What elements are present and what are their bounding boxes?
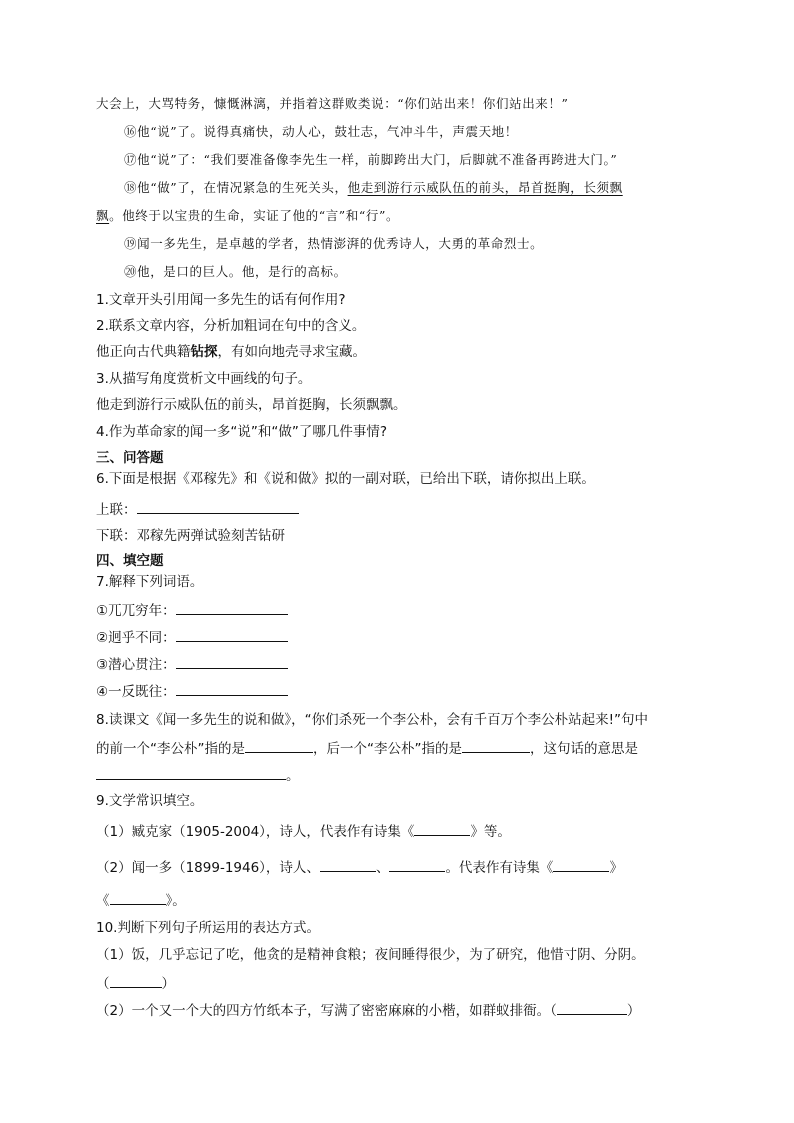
word-item-2 bbox=[96, 626, 288, 648]
answer-blank[interactable] bbox=[553, 856, 609, 872]
answer-blank[interactable] bbox=[414, 820, 470, 836]
word-item-4 bbox=[96, 680, 288, 702]
question-text: 。代表作有诗集《 bbox=[445, 860, 554, 876]
passage-paragraph-16: ⑯他“说”了。说得真痛快，动人心，鼓壮志，气冲斗牛，声震天地！ bbox=[124, 124, 518, 139]
answer-blank[interactable] bbox=[176, 653, 288, 669]
answer-blank[interactable] bbox=[96, 764, 286, 780]
sentence-text: ，有如向地壳寻求宝藏。 bbox=[217, 344, 366, 360]
answer-blank[interactable] bbox=[110, 972, 162, 988]
underlined-sentence: 他走到游行示威队伍的前头，昂首挺胸，长须飘 bbox=[347, 180, 623, 195]
upper-couplet-line bbox=[96, 498, 299, 520]
passage-line: 大会上，大骂特务，慷慨淋漓，并指着这群败类说：“你们站出来！你们站出来！” bbox=[96, 96, 569, 111]
answer-blank[interactable] bbox=[176, 626, 288, 642]
answer-blank[interactable] bbox=[320, 856, 376, 872]
answer-blank[interactable] bbox=[176, 680, 288, 696]
question-8-line-3 bbox=[96, 764, 300, 786]
question-2: 2.联系文章内容，分析加粗词在句中的含义。 bbox=[96, 318, 366, 334]
answer-blank[interactable] bbox=[557, 999, 627, 1015]
answer-blank[interactable] bbox=[245, 737, 313, 753]
section-heading-4: 四、填空题 bbox=[96, 553, 164, 569]
underlined-sentence-end: 飘 bbox=[96, 208, 110, 223]
question-text: ，后一个“李公朴”指的是 bbox=[313, 741, 462, 757]
sentence-text: 他正向古代典籍 bbox=[96, 344, 191, 360]
question-6: 6.下面是根据《邓稼先》和《说和做》拟的一副对联，已给出下联，请你拟出上联。 bbox=[96, 471, 595, 487]
word-label: ①兀兀穷年： bbox=[96, 603, 176, 619]
question-10-1: （1）饭，几乎忘记了吃，他贪的是精神食粮；夜间睡得很少，为了研究，他惜寸阴、分阴。 bbox=[96, 947, 645, 963]
passage-paragraph-20: ⑳他，是口的巨人。他，是行的高标。 bbox=[124, 264, 347, 279]
question-text: （2）一个又一个大的四方竹纸本子，写满了密密麻麻的小楷，如群蚁排衙。（ bbox=[96, 1003, 557, 1019]
question-3: 3.从描写角度赏析文中画线的句子。 bbox=[96, 371, 312, 387]
question-10: 10.判断下列句子所运用的表达方式。 bbox=[96, 920, 320, 936]
question-3-sentence: 他走到游行示威队伍的前头，昂首挺胸，长须飘飘。 bbox=[96, 397, 407, 413]
question-text: 》 bbox=[609, 860, 623, 876]
passage-paragraph-18 bbox=[124, 178, 623, 198]
question-8: 8.读课文《闻一多先生的说和做》，“你们杀死一个李公朴，会有千百万个李公朴站起来!”句中 bbox=[96, 712, 649, 728]
question-9-2-cont bbox=[96, 889, 186, 911]
question-7: 7.解释下列词语。 bbox=[96, 574, 204, 590]
question-9-1 bbox=[96, 820, 511, 842]
passage-paragraph-17: ⑰他“说”了：“我们要准备像李先生一样，前脚跨出大门，后脚就不准备再跨进大门。” bbox=[124, 152, 618, 167]
answer-blank[interactable] bbox=[137, 498, 299, 514]
section-heading-3: 三、问答题 bbox=[96, 450, 164, 466]
passage-text: 。他终于以宝贵的生命，实证了他的“言”和“行”。 bbox=[109, 208, 400, 223]
question-9-2 bbox=[96, 856, 623, 878]
passage-text: ⑱他“做”了，在情况紧急的生死关头， bbox=[124, 180, 348, 195]
passage-paragraph-18-cont bbox=[96, 206, 399, 226]
question-text: 。 bbox=[286, 768, 300, 784]
bold-word: 钻探 bbox=[190, 344, 218, 360]
question-8-line-2 bbox=[96, 737, 638, 759]
question-text: （2）闻一多（1899-1946），诗人、 bbox=[96, 860, 320, 876]
upper-couplet-label: 上联： bbox=[96, 502, 137, 518]
question-text: 、 bbox=[375, 860, 390, 876]
question-10-1-answer bbox=[96, 972, 175, 994]
question-text: （1）臧克家（1905-2004），诗人，代表作有诗集《 bbox=[96, 824, 415, 840]
word-item-1 bbox=[96, 599, 288, 621]
question-4: 4.作为革命家的闻一多“说”和“做”了哪几件事情? bbox=[96, 424, 388, 440]
question-text: 》等。 bbox=[470, 824, 511, 840]
answer-blank[interactable] bbox=[462, 737, 530, 753]
word-label: ④一反既往： bbox=[96, 684, 176, 700]
word-label: ②迥乎不同： bbox=[96, 630, 176, 646]
question-1: 1.文章开头引用闻一多先生的话有何作用? bbox=[96, 292, 346, 308]
question-10-2 bbox=[96, 999, 640, 1021]
question-text: 的前一个“李公朴”指的是 bbox=[96, 741, 245, 757]
passage-paragraph-19: ⑲闻一多先生，是卓越的学者，热情澎湃的优秀诗人，大勇的革命烈士。 bbox=[124, 236, 544, 251]
question-9: 9.文学常识填空。 bbox=[96, 793, 204, 809]
word-item-3 bbox=[96, 653, 288, 675]
answer-blank[interactable] bbox=[176, 599, 288, 615]
question-2-sentence bbox=[96, 342, 366, 362]
lower-couplet: 下联：邓稼先两弹试验刻苦钻研 bbox=[96, 528, 285, 544]
answer-blank[interactable] bbox=[110, 889, 166, 905]
answer-blank[interactable] bbox=[389, 856, 445, 872]
word-label: ③潜心贯注： bbox=[96, 657, 176, 673]
question-text: ） bbox=[161, 976, 175, 992]
question-text: 《 bbox=[96, 893, 110, 909]
question-text: ） bbox=[626, 1003, 641, 1019]
question-text: （ bbox=[96, 976, 110, 992]
question-text: 》。 bbox=[165, 893, 186, 909]
question-text: ，这句话的意思是 bbox=[530, 741, 638, 757]
